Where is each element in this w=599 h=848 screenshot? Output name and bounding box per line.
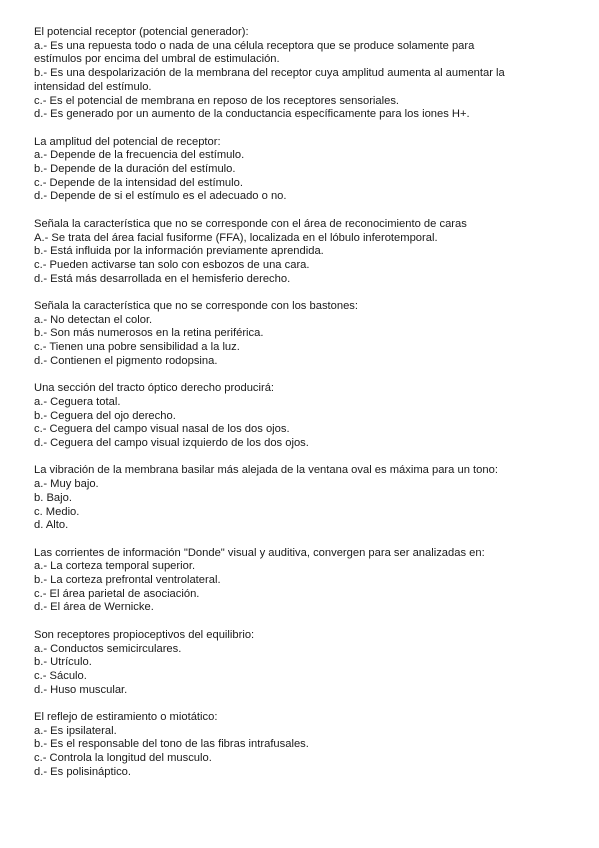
question-5-option-d: d.- Ceguera del campo visual izquierdo de los dos ojos. bbox=[34, 437, 309, 450]
question-6 bbox=[34, 464, 564, 533]
question-7-option-b: b.- La corteza prefrontal ventrolateral. bbox=[34, 574, 221, 587]
question-4-option-b: b.- Son más numerosos en la retina periférica. bbox=[34, 327, 264, 340]
question-8-option-b: b.- Utrículo. bbox=[34, 656, 92, 669]
question-4-stem: Señala la característica que no se corresponde con los bastones: bbox=[34, 300, 359, 313]
question-9-option-d: d.- Es polisináptico. bbox=[34, 765, 132, 778]
question-5 bbox=[34, 382, 564, 451]
question-9-option-c: c.- Controla la longitud del musculo. bbox=[34, 752, 212, 765]
question-9-option-a: a.- Es ipsilateral. bbox=[34, 724, 117, 737]
document-page bbox=[34, 26, 564, 793]
question-8-option-d: d.- Huso muscular. bbox=[34, 683, 128, 696]
question-8 bbox=[34, 629, 564, 698]
question-5-option-a: a.- Ceguera total. bbox=[34, 395, 121, 408]
question-1-option-c: c.- Es el potencial de membrana en reposo de los receptores sensoriales. bbox=[34, 94, 400, 107]
question-4 bbox=[34, 300, 564, 369]
question-1-option-d: d.- Es generado por un aumento de la conductancia específicamente para los iones H+. bbox=[34, 108, 470, 121]
question-3-option-a: A.- Se trata del área facial fusiforme (FFA), localizada en el lóbulo inferotemporal. bbox=[34, 231, 438, 244]
question-7-option-d: d.- El área de Wernicke. bbox=[34, 601, 154, 614]
question-1-stem: El potencial receptor (potencial generador): bbox=[34, 26, 249, 38]
question-3-option-d: d.- Está más desarrollada en el hemisferio derecho. bbox=[34, 272, 291, 285]
question-6-stem: La vibración de la membrana basilar más alejada de la ventana oval es máxima para un tono: bbox=[34, 464, 498, 477]
question-7-option-c: c.- El área parietal de asociación. bbox=[34, 587, 200, 600]
question-7 bbox=[34, 547, 564, 616]
question-9-stem: El reflejo de estiramiento o miotático: bbox=[34, 711, 218, 724]
question-7-option-a: a.- La corteza temporal superior. bbox=[34, 560, 196, 573]
question-2-option-c: c.- Depende de la intensidad del estímulo. bbox=[34, 176, 243, 189]
question-3-option-c: c.- Pueden activarse tan solo con esbozos de una cara. bbox=[34, 258, 310, 271]
question-2-option-d: d.- Depende de si el estímulo es el adecuado o no. bbox=[34, 190, 287, 203]
question-7-stem: Las corrientes de información "Donde" visual y auditiva, convergen para ser analizadas en: bbox=[34, 546, 485, 559]
question-6-option-b: b. Bajo. bbox=[34, 491, 72, 504]
question-4-option-c: c.- Tienen una pobre sensibilidad a la luz. bbox=[34, 341, 240, 354]
question-9-option-b: b.- Es el responsable del tono de las fibras intrafusales. bbox=[34, 738, 309, 751]
question-6-option-a: a.- Muy bajo. bbox=[34, 478, 99, 491]
question-3 bbox=[34, 218, 564, 287]
question-8-option-c: c.- Sáculo. bbox=[34, 669, 87, 682]
question-4-option-a: a.- No detectan el color. bbox=[34, 313, 153, 326]
question-3-option-b: b.- Está influida por la información previamente aprendida. bbox=[34, 245, 324, 258]
question-5-option-b: b.- Ceguera del ojo derecho. bbox=[34, 409, 176, 422]
question-8-stem: Son receptores propioceptivos del equilibrio: bbox=[34, 628, 255, 641]
question-2 bbox=[34, 136, 564, 205]
question-1-option-b-cont: intensidad del estímulo. bbox=[34, 80, 152, 93]
question-1-option-a: a.- Es una repuesta todo o nada de una célula receptora que se produce solamente para bbox=[34, 39, 475, 52]
question-9 bbox=[34, 711, 564, 780]
question-6-option-d: d. Alto. bbox=[34, 519, 69, 532]
question-5-option-c: c.- Ceguera del campo visual nasal de los dos ojos. bbox=[34, 423, 290, 436]
question-5-stem: Una sección del tracto óptico derecho producirá: bbox=[34, 382, 275, 395]
question-2-stem: La amplitud del potencial de receptor: bbox=[34, 135, 221, 148]
question-3-stem: Señala la característica que no se corresponde con el área de reconocimiento de caras bbox=[34, 217, 467, 230]
question-6-option-c: c. Medio. bbox=[34, 505, 80, 518]
question-2-option-b: b.- Depende de la duración del estímulo. bbox=[34, 163, 236, 176]
question-4-option-d: d.- Contienen el pigmento rodopsina. bbox=[34, 354, 218, 367]
question-1-option-a-cont: estímulos por encima del umbral de estimulación. bbox=[34, 53, 280, 66]
question-1 bbox=[34, 26, 564, 122]
question-8-option-a: a.- Conductos semicirculares. bbox=[34, 642, 182, 655]
question-1-option-b: b.- Es una despolarización de la membrana del receptor cuya amplitud aumenta al aumentar la bbox=[34, 67, 505, 80]
question-2-option-a: a.- Depende de la frecuencia del estímulo. bbox=[34, 149, 245, 162]
